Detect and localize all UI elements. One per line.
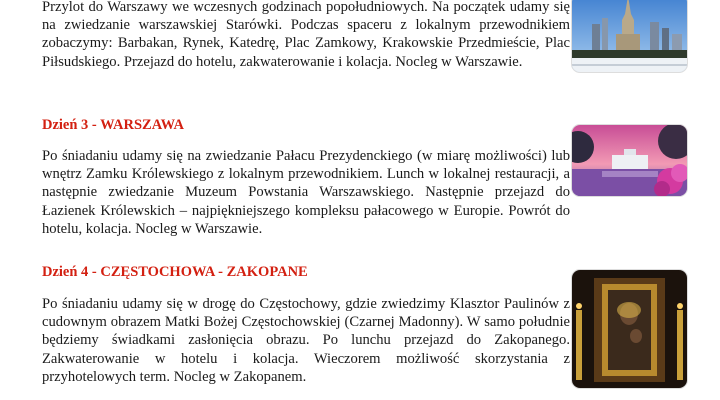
day3-description: Po śniadaniu udamy się na zwiedzanie Pałacu Prezydenckiego (w miarę możliwości) lub wnętrz Zamku Królewskiego z lokalnym przewodnikiem. Lunch w lokalnej restauracji, a następnie zwiedzanie Muzeum Powstania Warszawskiego. Następnie przejazd do Łazienek Królewskich – najpiękniejszego kompleksu pałacowego w Europie. Powrót do hotelu, kolacja. Nocleg w Warszawie. [42,148,570,237]
lazienki-palace-photo [572,125,687,196]
black-madonna-icon-photo [572,270,687,388]
day2-description: Przylot do Warszawy we wczesnych godzinach popołudniowych. Na początek udamy się na zwiedzanie warszawskiej Starówki. Podczas spaceru z lokalnym przewodnikiem zobaczymy: Barbakan, Rynek, Katedrę, Plac Zamkowy, Krakowskie Przedmieście, Plac Piłsudskiego. Przejazd do hotelu, zakwaterowanie i kolacja. Nocleg w Warszawie. [42,0,570,70]
day4-description: Po śniadaniu udamy się w drogę do Częstochowy, gdzie zwiedzimy Klasztor Paulinów z cudownym obrazem Matki Bożej Częstochowskiej (Czarnej Madonny). W samo południe będziemy świadkami zasłonięcia obrazu. Po lunchu przejazd do Zakopanego. Zakwaterowanie w hotelu i kolacja. Wieczorem możliwość skorzystania z przyhotelowych term. Nocleg w Zakopanem. [42,296,570,385]
warsaw-skyline-photo [572,0,687,72]
day4-title: Dzień 4 - CZĘSTOCHOWA - ZAKOPANE [42,264,308,280]
day3-title: Dzień 3 - WARSZAWA [42,117,184,133]
